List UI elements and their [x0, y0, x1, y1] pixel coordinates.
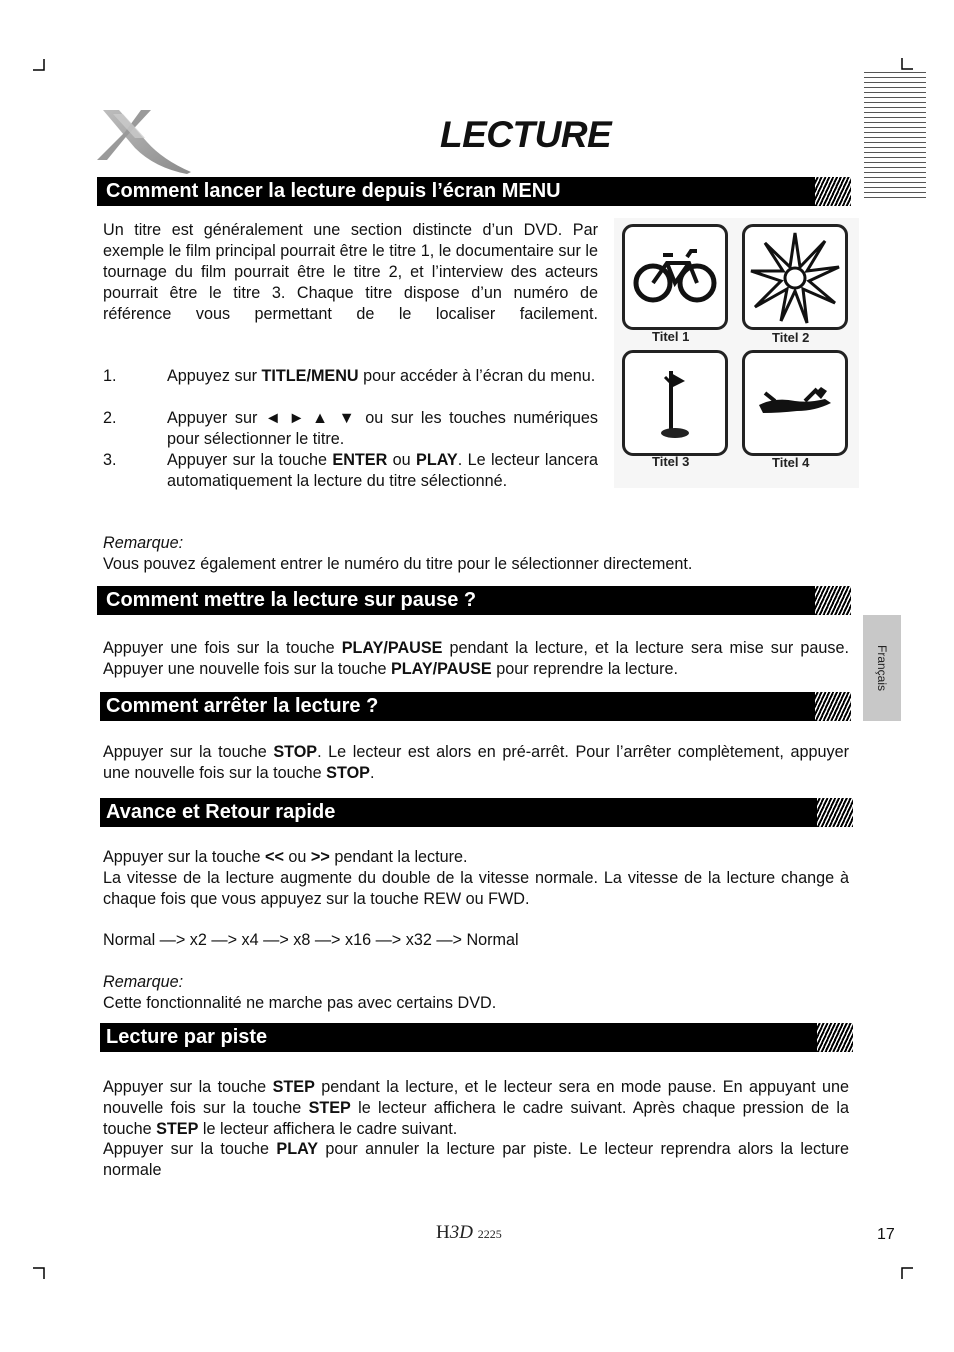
intro-paragraph: [103, 220, 598, 325]
title-label: Titel 3: [652, 454, 690, 469]
heading-hatch: [817, 798, 853, 827]
fast-line-1: Appuyer sur la touche << ou >> pendant la lecture.: [103, 848, 468, 866]
step-paragraph-2: Appuyer sur la touche PLAY pour annuler la lecture par piste. Le lecteur reprendra alors la lecture normale: [103, 1140, 849, 1179]
heading-hatch: [815, 692, 851, 721]
heading-hatch: [817, 1023, 853, 1052]
step-text: Appuyer sur la touche ENTER ou PLAY. Le lecteur lancera automatiquement la lecture du titre sélectionné.: [167, 451, 598, 490]
bicycle-icon: [625, 227, 725, 327]
speed-sequence: Normal —> x2 —> x4 —> x8 —> x16 —> x32 —> Normal: [103, 931, 519, 949]
crop-mark-bottom-left: [33, 1267, 45, 1279]
note-text: Vous pouvez également entrer le numéro du titre pour le sélectionner directement.: [103, 555, 693, 573]
section-heading-pause: [97, 586, 851, 615]
title-label: Titel 1: [652, 329, 690, 344]
crop-mark-top-right: [901, 58, 913, 70]
note-label: Remarque:: [103, 973, 184, 991]
section-heading-stop: [100, 692, 851, 721]
title-card-3: [622, 350, 728, 456]
crop-mark-top-left: [33, 59, 45, 71]
step-paragraph-1: Appuyer sur la touche STEP pendant la lecture, et le lecteur sera en mode pause. En appuyant une nouvelle fois sur la touche STEP le lecteur affichera le cadre suivant. Après chaque pression de la touche STEP le lecteur affichera le cadre suivant.: [103, 1078, 850, 1138]
heading-hatch: [815, 586, 851, 615]
section-heading-menu: [97, 177, 851, 206]
starburst-icon: [745, 227, 845, 327]
title-label: Titel 4: [772, 455, 810, 470]
crop-mark-bottom-right: [901, 1267, 913, 1279]
note-label: Remarque:: [103, 534, 184, 552]
page-number: 17: [877, 1226, 895, 1243]
language-tab-label: Français: [875, 644, 889, 692]
model-logo: H3D 2225: [436, 1222, 502, 1243]
step-number: 3.: [103, 451, 117, 469]
title-card-2: [742, 224, 848, 330]
decorative-lines: [864, 72, 926, 198]
section-heading-text: Avance et Retour rapide: [106, 801, 336, 823]
intro-text: Un titre est généralement une section distincte d’un DVD. Par exemple le film principal pourrait être le titre 1, le documentaire sur le tournage du film pourrait être le titre 2, et l’interview des acteurs pourrait être le titre 3. Chaque titre dispose d’un numéro de référence vous permettant de le localiser facilement.: [103, 221, 598, 323]
swimmer-icon: [745, 353, 845, 453]
section-heading-step: [100, 1023, 853, 1052]
step-number: 1.: [103, 367, 117, 385]
note-text: Cette fonctionnalité ne marche pas avec certains DVD.: [103, 994, 497, 1012]
title-menu-figure: [614, 218, 859, 488]
section-heading-text: Comment lancer la lecture depuis l’écran MENU: [106, 180, 561, 202]
title-label: Titel 2: [772, 330, 810, 345]
step-text: Appuyer sur ◄ ► ▲ ▼ ou sur les touches numériques pour sélectionner le titre.: [167, 409, 598, 448]
fast-line-2: La vitesse de la lecture augmente du double de la vitesse normale. La vitesse de la lecture change à chaque fois que vous appuyez sur la touche REW ou FWD.: [103, 869, 849, 908]
title-card-4: [742, 350, 848, 456]
step-number: 2.: [103, 409, 117, 427]
step-text: Appuyez sur TITLE/MENU pour accéder à l’écran du menu.: [167, 367, 596, 385]
pause-paragraph: Appuyer une fois sur la touche PLAY/PAUSE pendant la lecture, et la lecture sera mise sur pause. Appuyer une nouvelle fois sur la touche PLAY/PAUSE pour reprendre la lecture.: [103, 639, 849, 678]
section-heading-text: Comment arrêter la lecture ?: [106, 695, 379, 717]
page-title: LECTURE: [440, 114, 612, 155]
stop-paragraph: Appuyer sur la touche STOP. Le lecteur est alors en pré-arrêt. Pour l’arrêter complètement, appuyer une nouvelle fois sur la touche STOP.: [103, 743, 849, 782]
section-heading-text: Lecture par piste: [106, 1026, 268, 1048]
title-card-1: [622, 224, 728, 330]
brand-logo-x: [95, 108, 195, 176]
language-tab: [863, 615, 901, 721]
heading-hatch: [815, 177, 851, 206]
section-heading-text: Comment mettre la lecture sur pause ?: [106, 589, 477, 611]
golf-flag-icon: [625, 353, 725, 453]
section-heading-fast: [100, 798, 853, 827]
